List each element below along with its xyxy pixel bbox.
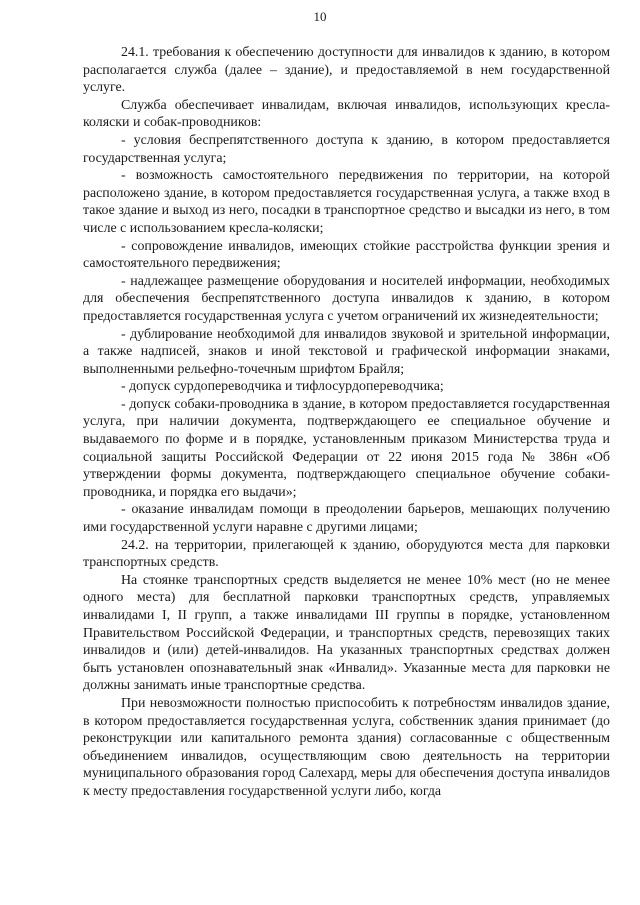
list-item-independent-movement: - возможность самостоятельного передвижения по территории, на которой расположено здание, в котором предоставляется государственная услуга, а также вход в такое здание и выход из него, посадки в транспортное средство и высадки из него, в том числе с использованием кресла-коляски; bbox=[83, 168, 610, 236]
list-item-barrier-assistance: - оказание инвалидам помощи в преодолении барьеров, мешающих получению ими государственной услуги наравне с другими лицами; bbox=[83, 502, 610, 536]
list-item-escort: - сопровождение инвалидов, имеющих стойкие расстройства функции зрения и самостоятельного передвижения; bbox=[83, 238, 610, 272]
paragraph-service-provides: Служба обеспечивает инвалидам, включая инвалидов, использующих кресла-коляски и собак-проводников: bbox=[83, 97, 610, 131]
paragraph-parking: На стоянке транспортных средств выделяется не менее 10% мест (но не менее одного места) для бесплатной парковки транспортных средств, управляемых инвалидами I, II групп, а также инвалидами III группы в порядке, установленном Правительством Российской Федерации, и транспортных средств, перевозящих таких инвалидов и (или) детей-инвалидов. На указанных транспортных средствах должен быть установлен опознавательный знак «Инвалид». Указанные места для парковки не должны занимать иные транспортные средства. bbox=[83, 572, 610, 694]
document-body bbox=[83, 44, 610, 801]
paragraph-24-2: 24.2. на территории, прилегающей к зданию, оборудуются места для парковки транспортных средств. bbox=[83, 537, 610, 571]
list-item-braille-duplication: - дублирование необходимой для инвалидов звуковой и зрительной информации, а также надписей, знаков и иной текстовой и графической информации знаками, выполненными рельефно-точечным шрифтом Брайля; bbox=[83, 326, 610, 377]
list-item-equipment-placement: - надлежащее размещение оборудования и носителей информации, необходимых для обеспечения беспрепятственного доступа инвалидов к зданию, в котором предоставляется государственная услуга с учетом ограничений их жизнедеятельности; bbox=[83, 273, 610, 324]
list-item-guide-dog-admission: - допуск собаки-проводника в здание, в котором предоставляется государственная услуга, при наличии документа, подтверждающего ее специальное обучение и выдаваемого по форме и в порядке, установленным приказом Министерства труда и социальной защиты Российской Федерации от 22 июня 2015 года № 386н «Об утверждении формы документа, подтверждающего специальное обучение собаки-проводника, и порядка его выдачи»; bbox=[83, 396, 610, 500]
list-item-interpreter-admission: - допуск сурдопереводчика и тифлосурдопереводчика; bbox=[121, 379, 444, 395]
list-item-access-conditions: - условия беспрепятственного доступа к зданию, в котором предоставляется государственная услуга; bbox=[83, 132, 610, 166]
paragraph-24-1: 24.1. требования к обеспечению доступности для инвалидов к зданию, в котором располагается служба (далее – здание), и предоставляемой в нем государственной услуге. bbox=[83, 45, 610, 96]
page-number: 10 bbox=[313, 9, 327, 24]
paragraph-building-adaptation: При невозможности полностью приспособить к потребностям инвалидов здание, в котором предоставляется государственная услуга, собственник здания принимает (до реконструкции или капитального ремонта здания) согласованные с общественным объединением инвалидов, осуществляющим свою деятельность на территории муниципального образования город Салехард, меры для обеспечения доступа инвалидов к месту предоставления государственной услуги либо, когда bbox=[83, 695, 610, 799]
